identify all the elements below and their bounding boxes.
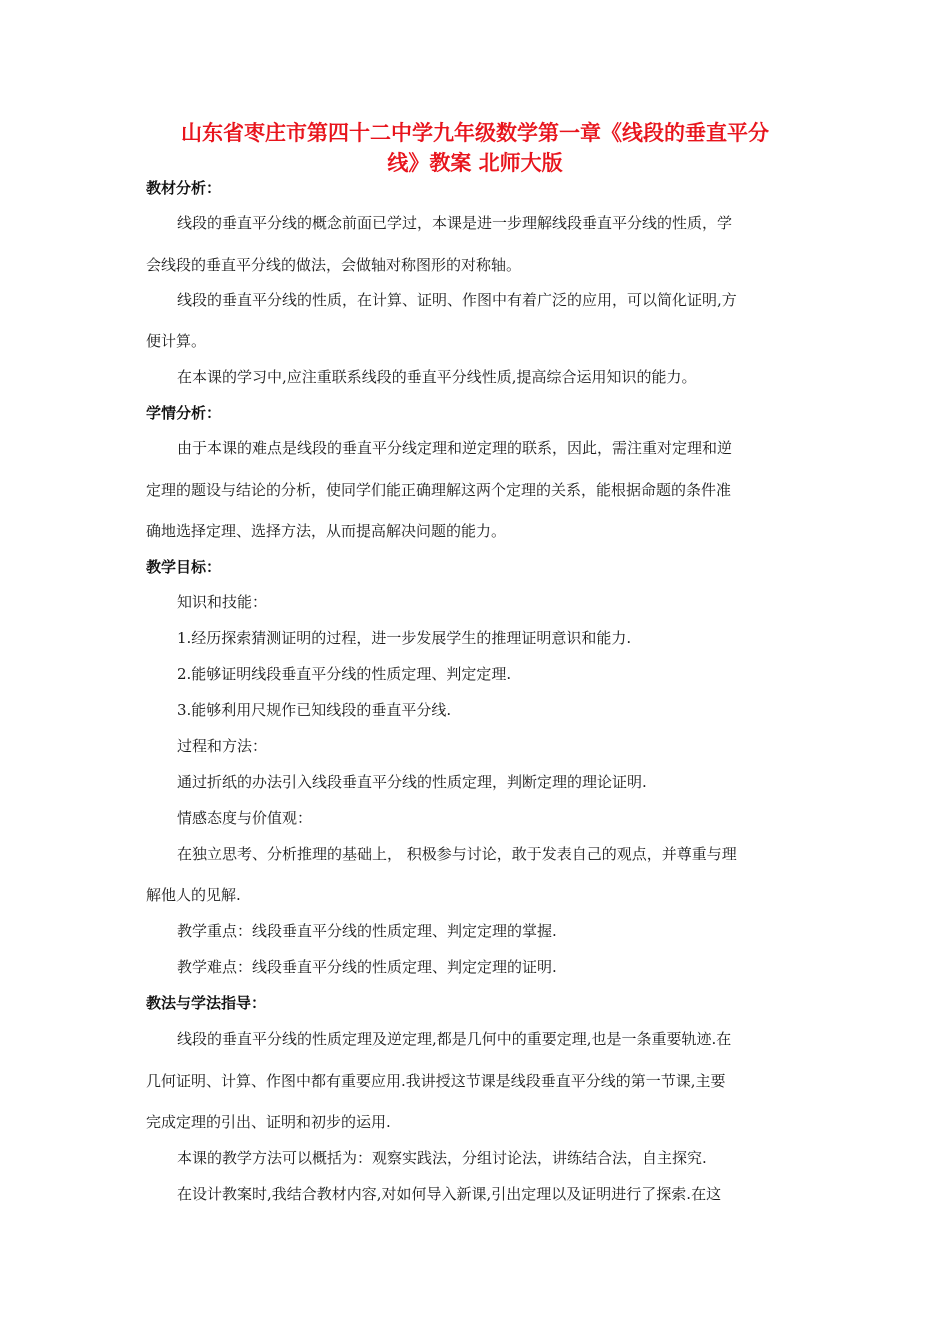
paragraph-line: 解他人的见解. [146,886,241,904]
paragraph-line: 通过折纸的办法引入线段垂直平分线的性质定理，判断定理的理论证明. [177,773,647,791]
paragraph-line: 几何证明、计算、作图中都有重要应用.我讲授这节课是线段垂直平分线的第一节课,主要 [146,1072,726,1090]
section-heading-learner-analysis: 学情分析： [146,404,222,422]
section-heading-teaching-methods: 教法与学法指导： [146,994,267,1012]
teaching-focus: 教学重点：线段垂直平分线的性质定理、判定定理的掌握. [177,922,557,940]
paragraph-line: 本课的教学方法可以概括为：观察实践法，分组讨论法，讲练结合法，自主探究. [177,1149,707,1167]
list-item: 3.能够利用尺规作已知线段的垂直平分线. [177,701,452,719]
section-heading-teaching-objectives: 教学目标： [146,558,222,576]
paragraph-line: 线段的垂直平分线的性质定理及逆定理,都是几何中的重要定理,也是一条重要轨迹.在 [177,1030,732,1048]
paragraph-line: 便计算。 [146,332,207,350]
paragraph-line: 在本课的学习中,应注重联系线段的垂直平分线性质,提高综合运用知识的能力。 [177,368,697,386]
list-item: 1.经历探索猜测证明的过程，进一步发展学生的推理证明意识和能力. [177,629,632,647]
paragraph-line: 在设计教案时,我结合教材内容,对如何导入新课,引出定理以及证明进行了探索.在这 [177,1185,722,1203]
subheading-knowledge-skills: 知识和技能： [177,593,268,611]
paragraph-line: 由于本课的难点是线段的垂直平分线定理和逆定理的联系，因此，需注重对定理和逆 [177,439,733,457]
title-line-1: 山东省枣庄市第四十二中学九年级数学第一章《线段的垂直平分 [181,121,769,145]
subheading-attitudes-values: 情感态度与价值观： [177,809,313,827]
section-heading-textbook-analysis: 教材分析： [146,179,222,197]
subheading-process-methods: 过程和方法： [177,737,268,755]
paragraph-line: 定理的题设与结论的分析，使同学们能正确理解这两个定理的关系，能根据命题的条件准 [146,481,732,499]
paragraph-line: 线段的垂直平分线的性质，在计算、证明、作图中有着广泛的应用，可以简化证明,方 [177,291,737,309]
paragraph-line: 确地选择定理、选择方法，从而提高解决问题的能力。 [146,522,507,540]
paragraph-line: 会线段的垂直平分线的做法，会做轴对称图形的对称轴。 [146,256,522,274]
paragraph-line: 完成定理的引出、证明和初步的运用. [146,1113,391,1131]
title-line-2: 线》教案 北师大版 [387,151,563,175]
teaching-difficulty: 教学难点：线段垂直平分线的性质定理、判定定理的证明. [177,958,557,976]
document-title [140,118,810,178]
paragraph-line: 线段的垂直平分线的概念前面已学过，本课是进一步理解线段垂直平分线的性质，学 [177,214,733,232]
paragraph-line: 在独立思考、分析推理的基础上， 积极参与讨论，敢于发表自己的观点，并尊重与理 [177,845,737,863]
list-item: 2.能够证明线段垂直平分线的性质定理、判定定理. [177,665,512,683]
